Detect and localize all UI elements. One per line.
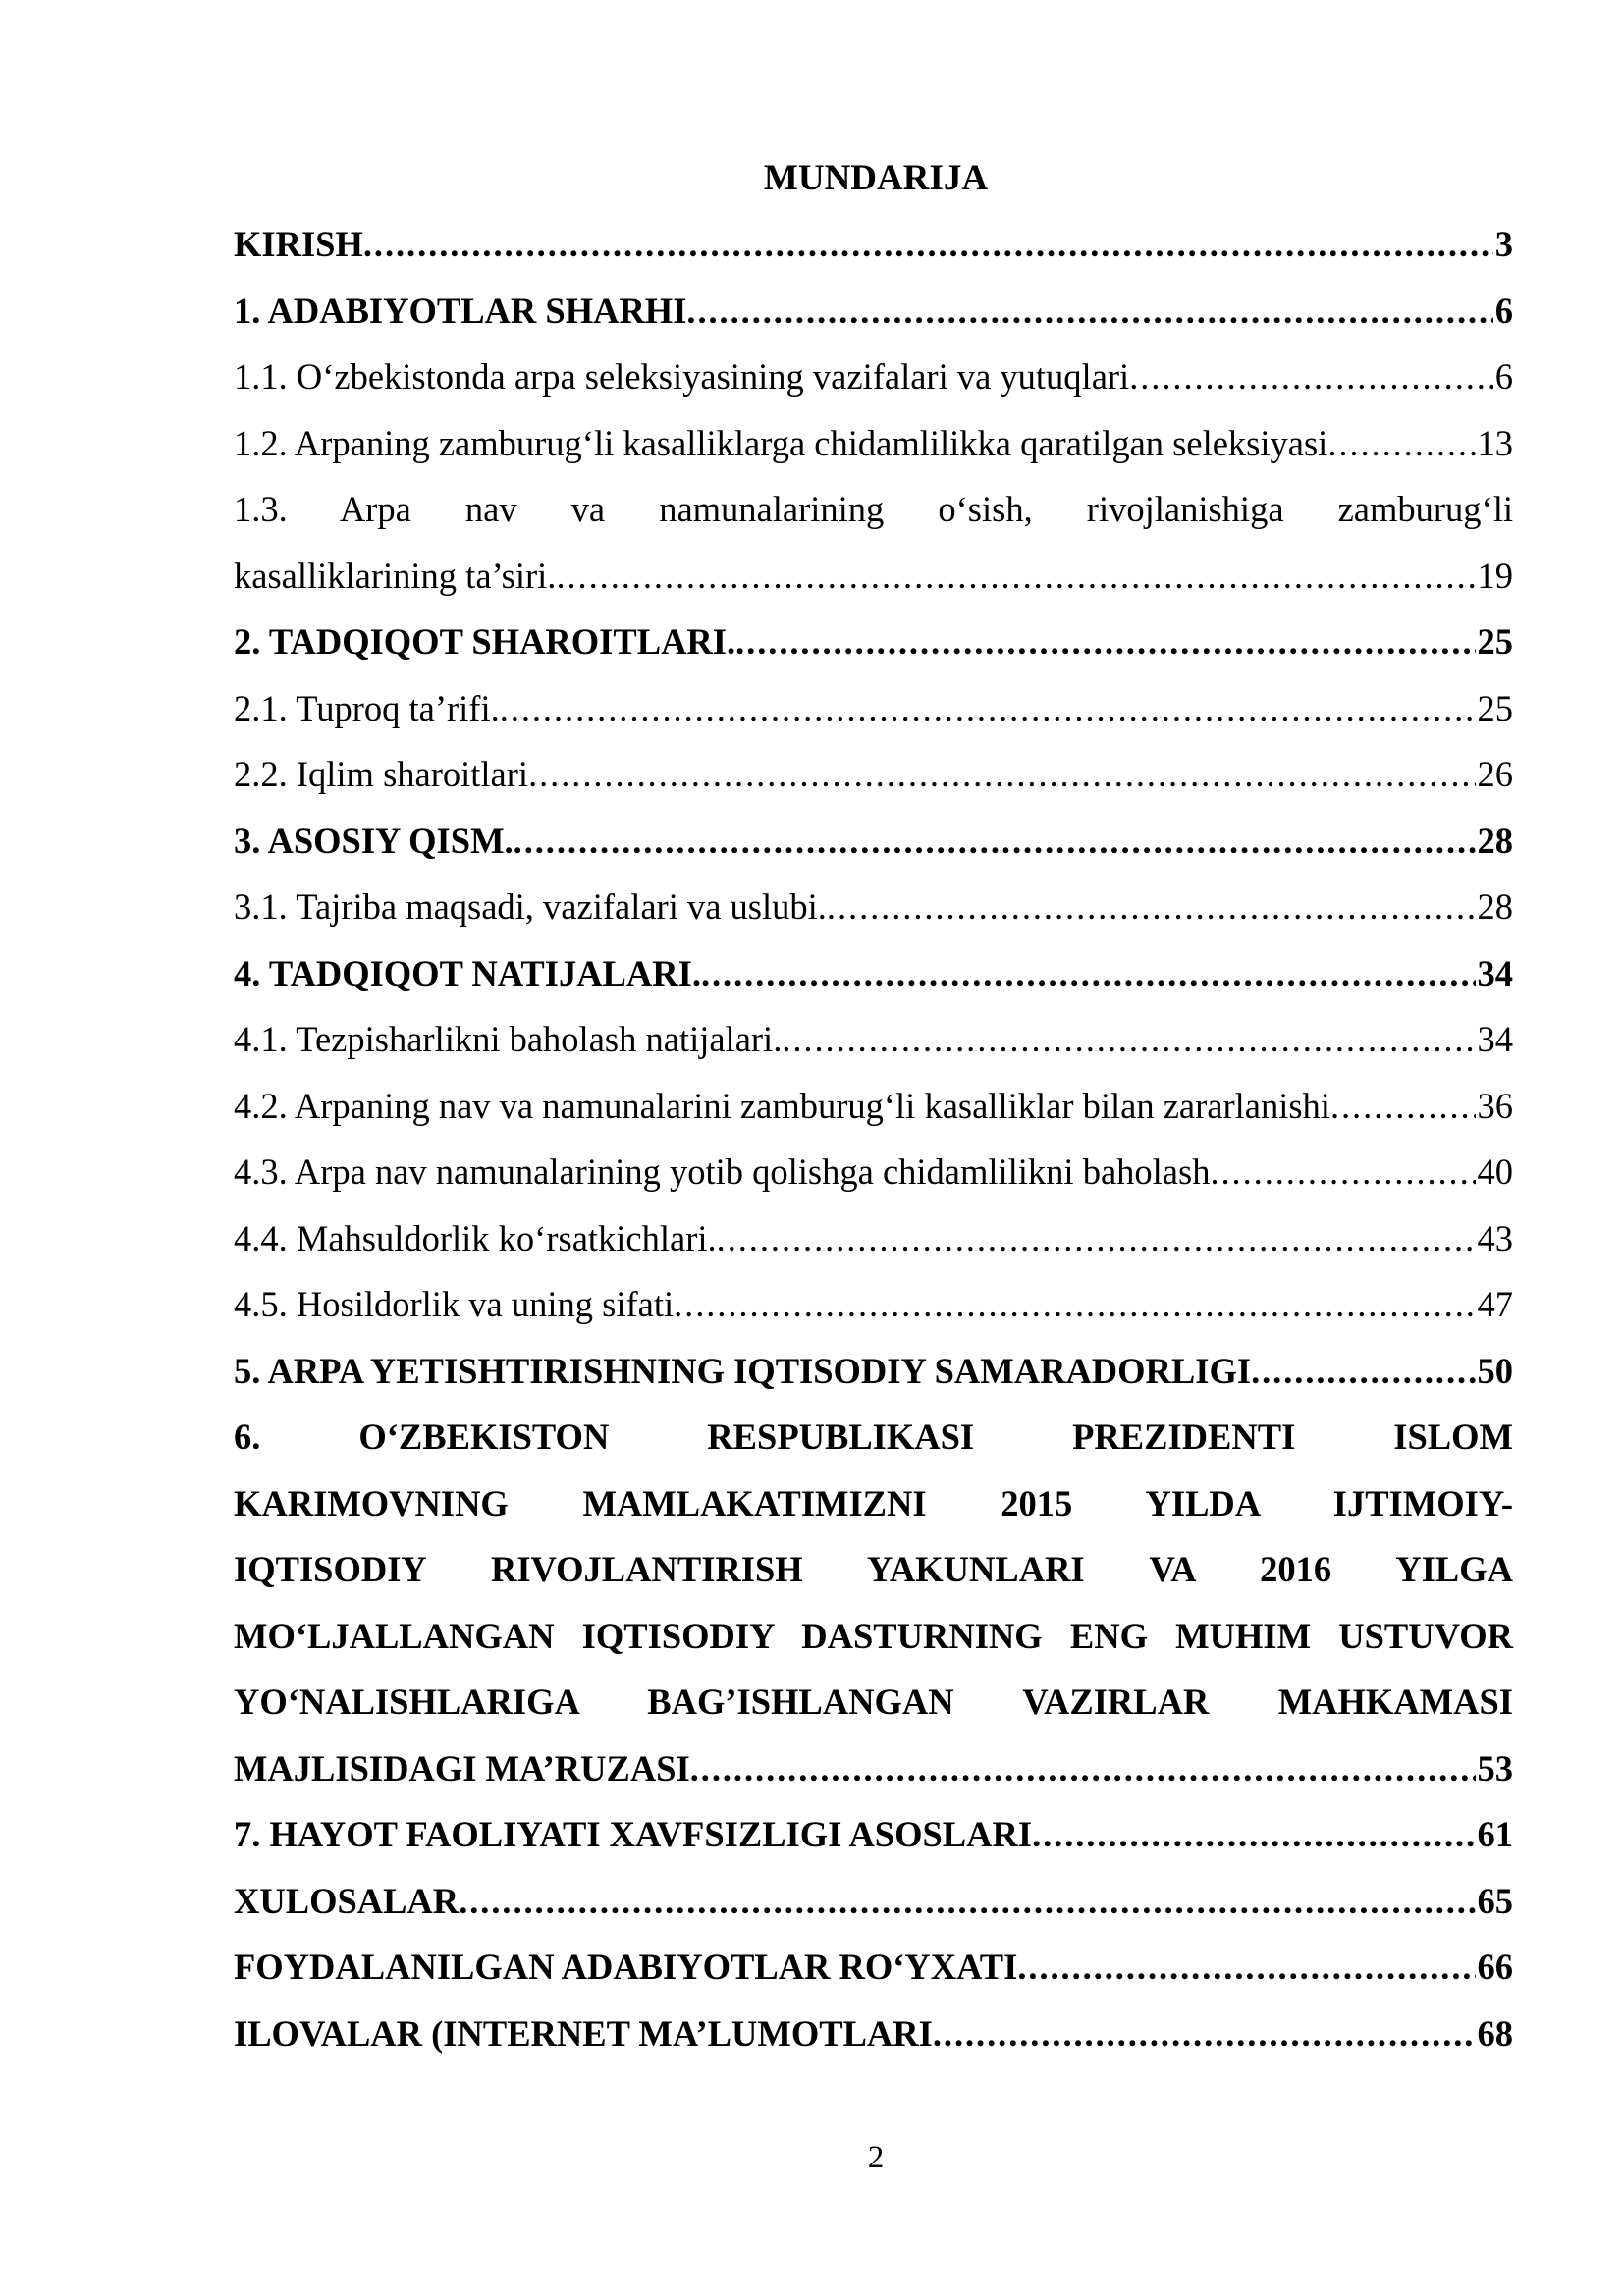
toc-entry-text: 4. TADQIQOT NATIJALARI.: [234, 952, 701, 993]
toc-entry-text: 4.3. Arpa nav namunalarining yotib qolishga chidamlilikni baholash: [234, 1151, 1211, 1192]
toc-page-number: 53: [1477, 1747, 1513, 1789]
toc-entry-text-line: 1.3. Arpa nav va namunalarining o‘sish, rivojlanishiga zamburug‘li: [234, 489, 1513, 529]
toc-page-number: 28: [1477, 820, 1513, 861]
table-of-contents: [234, 211, 1513, 2066]
toc-page-number: 28: [1477, 886, 1513, 927]
toc-entry-chapter-1[interactable]: [234, 278, 1513, 345]
dot-leader: [933, 2001, 1476, 2067]
toc-page-number: 19: [1477, 555, 1513, 596]
toc-entry-text-line: KARIMOVNING MAMLAKATIMIZNI 2015 YILDA IJTIMOIY-: [234, 1482, 1513, 1523]
toc-entry-text: 7. HAYOT FAOLIYATI XAVFSIZLIGI ASOSLARI: [234, 1814, 1033, 1854]
toc-entry-text: MAJLISIDAGI MA’RUZASI: [234, 1747, 690, 1789]
toc-entry-text-line: IQTISODIY RIVOJLANTIRISH YAKUNLARI VA 2016 YILGA: [234, 1549, 1513, 1589]
toc-page-number: 50: [1477, 1350, 1513, 1391]
dot-leader: [363, 211, 1493, 278]
toc-entry-1-3-line[interactable]: [234, 476, 1513, 543]
dot-leader: [674, 1271, 1475, 1338]
dot-leader: [1032, 1801, 1475, 1868]
toc-page-number: 6: [1494, 356, 1513, 397]
toc-entry-chapter-6-line[interactable]: [234, 1603, 1513, 1670]
toc-entry-ilovalar[interactable]: [234, 2001, 1513, 2067]
dot-leader: [1017, 1934, 1475, 2001]
toc-entry-text: 3. ASOSIY QISM.: [234, 820, 514, 861]
toc-page-number: 13: [1477, 422, 1513, 463]
toc-entry-text: 2.2. Iqlim sharoitlari: [234, 754, 529, 794]
dot-leader: [528, 741, 1475, 808]
toc-entry-xulosalar[interactable]: [234, 1868, 1513, 1935]
toc-entry-4-1[interactable]: [234, 1006, 1513, 1073]
dot-leader: [556, 543, 1475, 610]
dot-leader: [782, 1006, 1475, 1073]
toc-page-number: 34: [1477, 952, 1513, 993]
toc-entry-text: 1.2. Arpaning zamburug‘li kasalliklarga chidamlilikka qaratilgan seleksiyasi: [234, 422, 1328, 463]
toc-page-number: 43: [1477, 1217, 1513, 1258]
toc-title: MUNDARIJA: [763, 158, 989, 198]
toc-entry-chapter-6-line[interactable]: [234, 1536, 1513, 1603]
toc-entry-text: 2.1. Tuproq ta’rifi.: [234, 687, 500, 728]
dot-leader: [717, 1205, 1476, 1272]
toc-page-number: 47: [1477, 1284, 1513, 1324]
toc-entry-text: kasalliklarining ta’siri.: [234, 555, 557, 596]
toc-entry-chapter-6-line[interactable]: [234, 1669, 1513, 1735]
toc-entry-text: 5. ARPA YETISHTIRISHNING IQTISODIY SAMARADORLIGI: [234, 1350, 1252, 1391]
toc-entry-text: ILOVALAR (INTERNET MA’LUMOTLARI: [234, 2012, 933, 2054]
toc-entry-kirish[interactable]: [234, 211, 1513, 278]
toc-entry-text: 3.1. Tajriba maqsadi, vazifalari va uslubi.: [234, 886, 827, 927]
toc-entry-text: 1. ADABIYOTLAR SHARHI: [234, 290, 687, 331]
toc-page-number: 68: [1477, 2012, 1513, 2054]
toc-entry-chapter-6-line[interactable]: [234, 1404, 1513, 1470]
toc-entry-chapter-6-line[interactable]: [234, 1470, 1513, 1537]
toc-entry-text: 2. TADQIQOT SHAROITLARI.: [234, 621, 736, 662]
dot-leader: [1251, 1338, 1475, 1405]
toc-entry-text: 4.5. Hosildorlik va uning sifati: [234, 1284, 675, 1324]
toc-entry-text-line: 6. O‘ZBEKISTON RESPUBLIKASI PREZIDENTI ISLOM: [234, 1416, 1513, 1457]
toc-entry-1-1[interactable]: [234, 344, 1513, 410]
toc-entry-adabiyotlar[interactable]: [234, 1934, 1513, 2001]
dot-leader: [686, 278, 1492, 345]
page-number: 2: [867, 2140, 885, 2175]
toc-page-number: 61: [1477, 1814, 1513, 1854]
toc-entry-4-5[interactable]: [234, 1271, 1513, 1338]
dot-leader: [514, 808, 1476, 875]
dot-leader: [827, 874, 1476, 940]
dot-leader: [500, 675, 1476, 742]
toc-entry-chapter-6[interactable]: [234, 1735, 1513, 1802]
toc-entry-text-line: MO‘LJALLANGAN IQTISODIY DASTURNING ENG MUHIM USTUVOR: [234, 1615, 1513, 1656]
toc-entry-chapter-3[interactable]: [234, 808, 1513, 875]
toc-entry-1-3[interactable]: [234, 543, 1513, 610]
dot-leader: [1330, 1073, 1476, 1140]
toc-entry-2-1[interactable]: [234, 675, 1513, 742]
toc-page-number: 66: [1477, 1947, 1513, 1987]
toc-entry-1-2[interactable]: [234, 410, 1513, 477]
toc-entry-text: 4.4. Mahsuldorlik ko‘rsatkichlari.: [234, 1217, 717, 1258]
dot-leader: [735, 609, 1475, 675]
toc-entry-text: 4.2. Arpaning nav va namunalarini zamburug‘li kasalliklar bilan zararlanishi: [234, 1085, 1330, 1126]
toc-entry-chapter-2[interactable]: [234, 609, 1513, 675]
toc-page-number: 26: [1477, 754, 1513, 794]
toc-page-number: 3: [1494, 224, 1513, 264]
dot-leader: [459, 1868, 1475, 1935]
dot-leader: [701, 940, 1476, 1007]
toc-entry-text: KIRISH: [234, 224, 363, 264]
dot-leader: [1210, 1139, 1475, 1205]
toc-page-number: 65: [1477, 1880, 1513, 1921]
toc-entry-text-line: YO‘NALISHLARIGA BAG’ISHLANGAN VAZIRLAR MAHKAMASI: [234, 1682, 1513, 1722]
toc-page-number: 34: [1477, 1019, 1513, 1059]
dot-leader: [1129, 344, 1493, 410]
toc-entry-chapter-7[interactable]: [234, 1801, 1513, 1868]
toc-entry-4-3[interactable]: [234, 1139, 1513, 1205]
toc-page-number: 6: [1494, 290, 1513, 331]
toc-entry-text: XULOSALAR: [234, 1880, 460, 1921]
toc-page-number: 25: [1477, 621, 1513, 662]
toc-entry-text: 4.1. Tezpisharlikni baholash natijalari.: [234, 1019, 783, 1059]
toc-entry-chapter-4[interactable]: [234, 940, 1513, 1007]
toc-entry-3-1[interactable]: [234, 874, 1513, 940]
toc-entry-text: FOYDALANILGAN ADABIYOTLAR RO‘YXATI: [234, 1947, 1018, 1987]
toc-page-number: 36: [1477, 1085, 1513, 1126]
toc-entry-4-2[interactable]: [234, 1073, 1513, 1140]
toc-entry-4-4[interactable]: [234, 1205, 1513, 1272]
toc-entry-chapter-5[interactable]: [234, 1338, 1513, 1405]
dot-leader: [690, 1735, 1476, 1802]
toc-page-number: 40: [1477, 1151, 1513, 1192]
dot-leader: [1327, 410, 1475, 477]
toc-entry-2-2[interactable]: [234, 741, 1513, 808]
toc-entry-text: 1.1. O‘zbekistonda arpa seleksiyasining vazifalari va yutuqlari: [234, 356, 1130, 397]
toc-page-number: 25: [1477, 687, 1513, 728]
